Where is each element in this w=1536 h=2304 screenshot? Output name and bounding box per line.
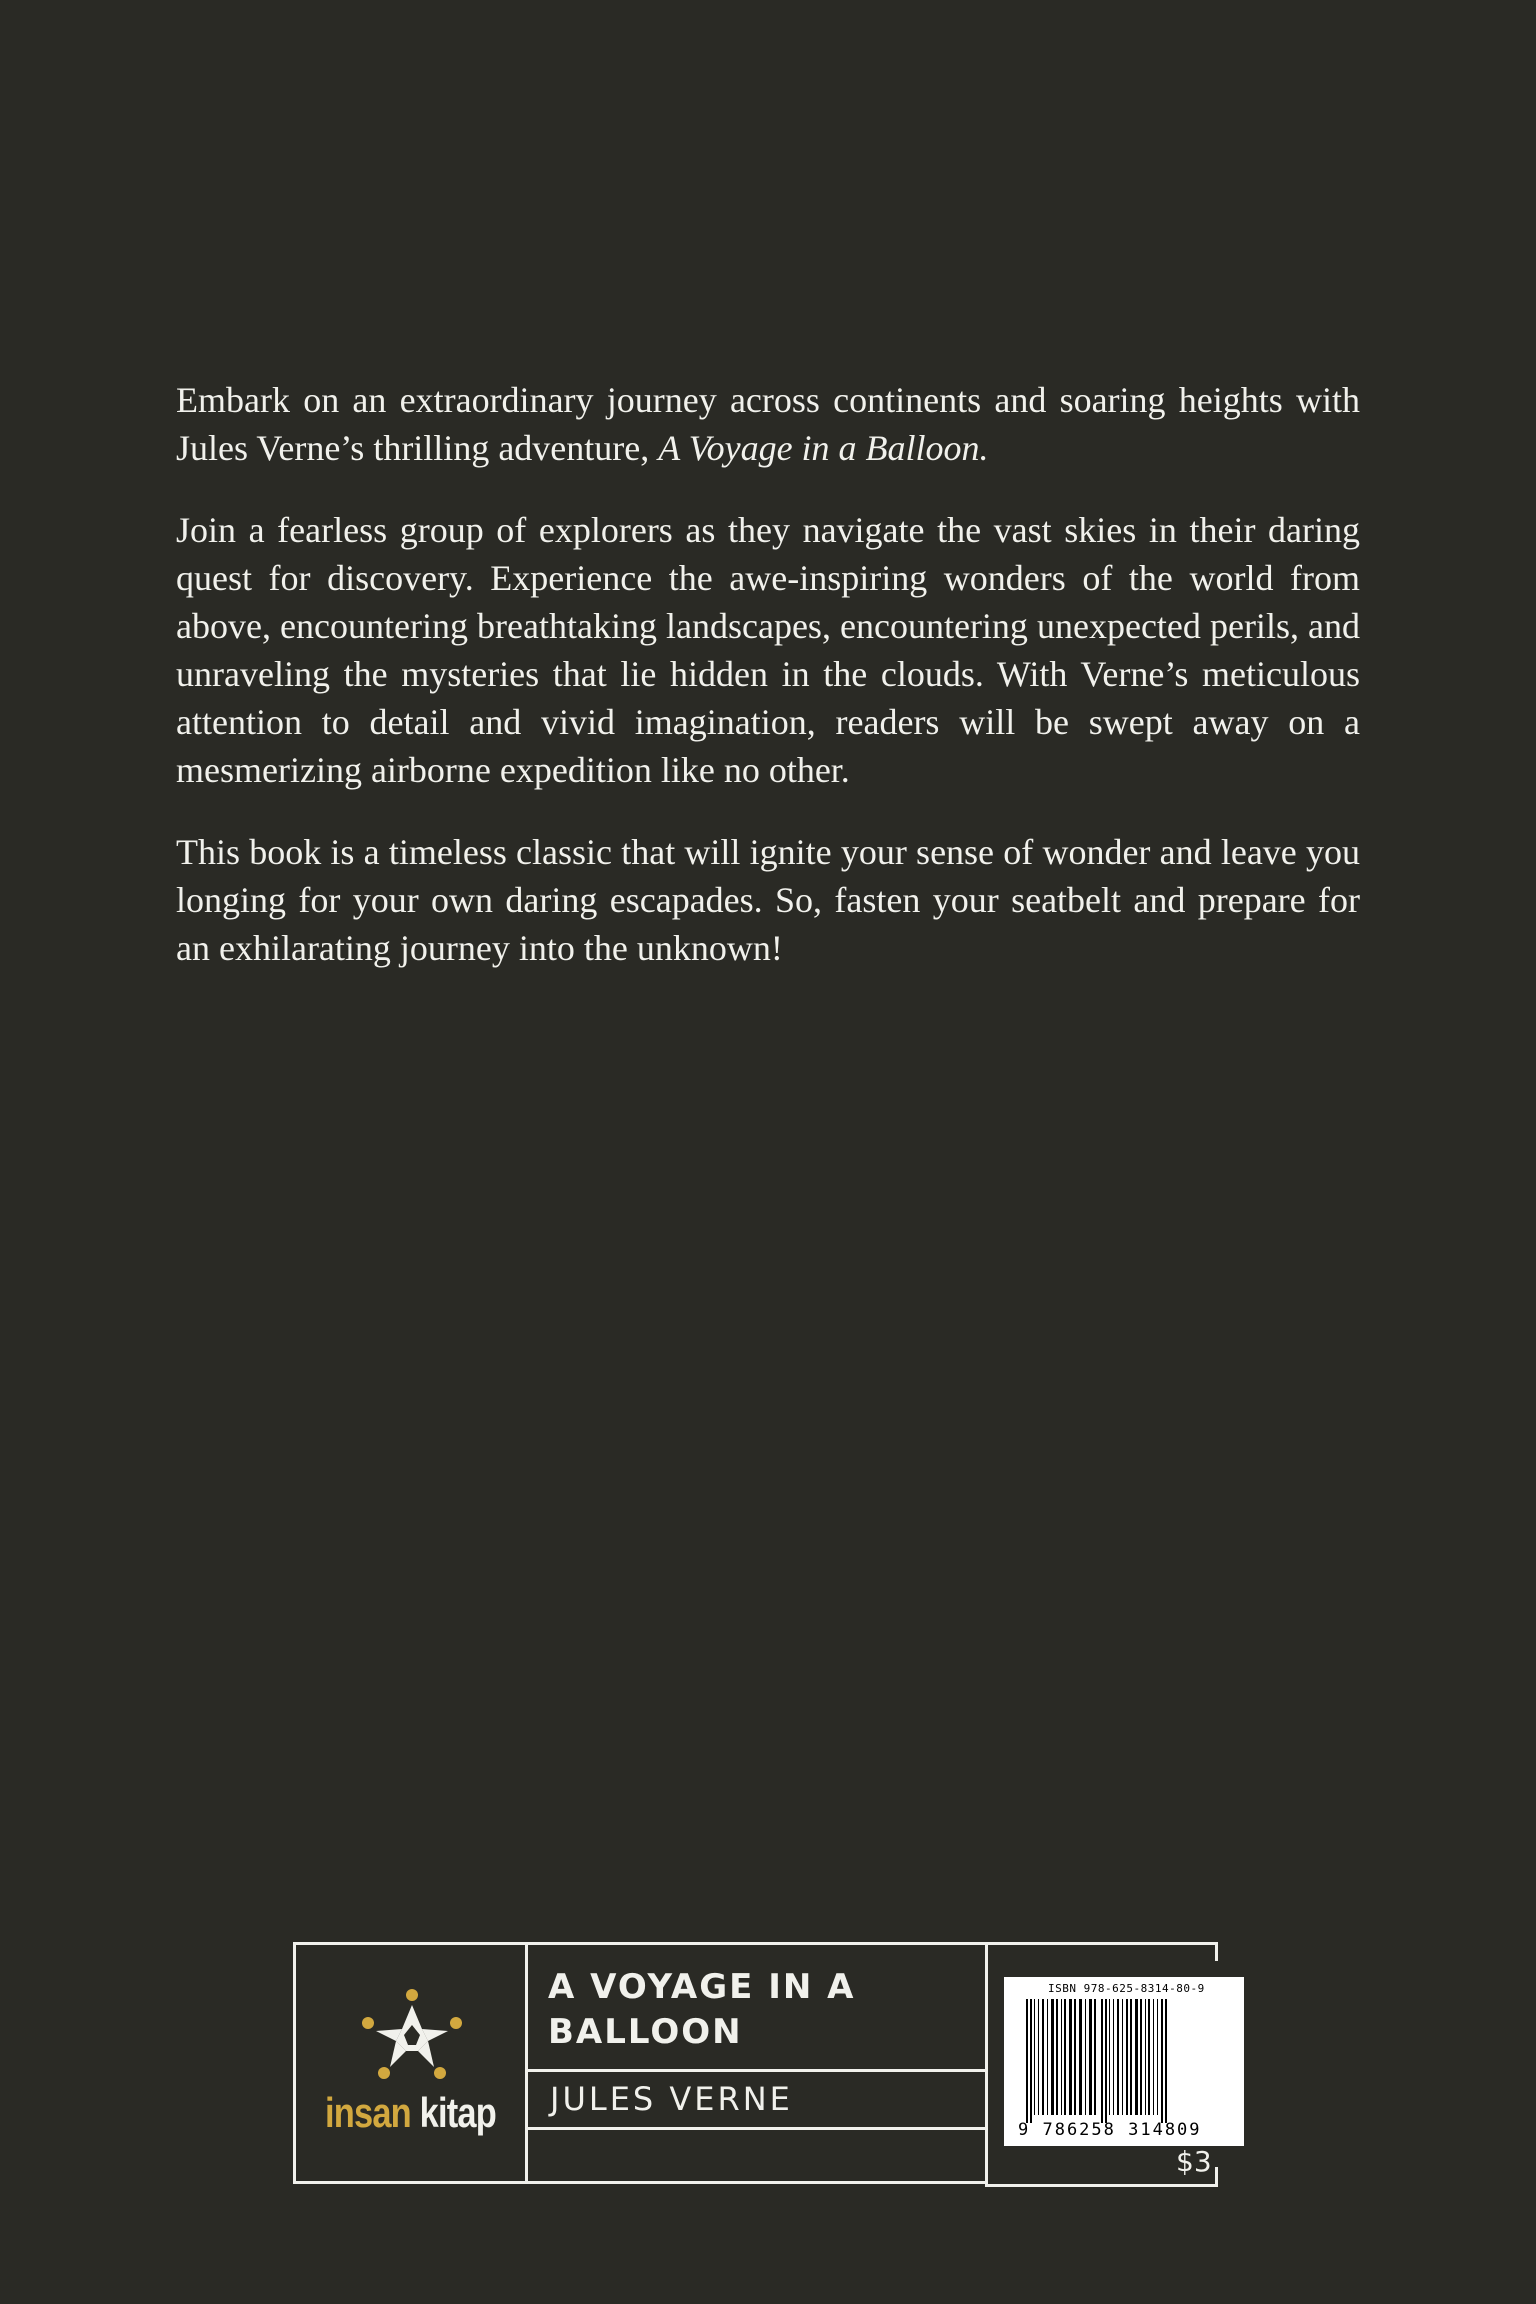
publisher-name [317, 2089, 505, 2137]
barcode-bar [1105, 1999, 1107, 2123]
barcode-bar [1026, 1999, 1028, 2123]
barcode-bar [1085, 1999, 1086, 2115]
barcode-bar [1094, 1999, 1096, 2115]
barcode-bar [1101, 1999, 1103, 2123]
isbn-label: ISBN 978-625-8314-80-9 [1048, 1982, 1205, 1995]
barcode-bar [1157, 1999, 1158, 2115]
barcode-bar [1030, 1999, 1032, 2123]
barcode-bar [1153, 1999, 1154, 2115]
barcode-bar [1034, 1999, 1035, 2115]
price-label: $3 [1176, 2145, 1212, 2178]
barcode-bar [1109, 1999, 1110, 2115]
barcode-bar [1064, 1999, 1066, 2115]
barcode-bar [1140, 1999, 1142, 2115]
isbn-digits: 9 786258 314809 [1018, 2120, 1202, 2140]
barcode-bar [1130, 1999, 1132, 2115]
barcode-bar [1113, 1999, 1114, 2115]
book-author: JULES VERNE [550, 2080, 793, 2118]
barcode-bar [1089, 1999, 1092, 2115]
barcode-bar [1051, 1999, 1054, 2115]
circle-of-people-star-icon [358, 1989, 466, 2085]
publisher-logo [296, 1945, 528, 2181]
blurb-book-title: A Voyage in a Balloon. [658, 428, 989, 468]
blurb-paragraph-3: This book is a timeless classic that will ignite your sense of wonder and leave you longing for your own daring escapades. So, fasten your seatbelt and prepare for an exhilarating journey into the unknown! [176, 832, 1360, 968]
barcode-bar [1117, 1999, 1119, 2115]
blurb-intro-text: Embark on an extraordinary journey across continents and soaring heights with Jules Verne’s thrilling adventure, [176, 380, 1360, 468]
barcode-bar [1148, 1999, 1150, 2115]
blurb-paragraph-2: Join a fearless group of explorers as they navigate the vast skies in their daring quest for discovery. Experience the awe-inspiring wonders of the world from above, encountering breathtaking landscapes, encountering unexpected perils, and unraveling the mysteries that lie hidden in the clouds. With Verne’s meticulous attention to detail and vivid imagination, readers will be swept away on a mesmerizing airborne expedition like no other. [176, 510, 1360, 790]
back-cover-blurb [176, 376, 1360, 1006]
book-title: A VOYAGE IN A BALLOON [548, 1967, 856, 2052]
barcode-bar [1122, 1999, 1123, 2115]
publisher-name-part-1: insan [325, 2089, 411, 2136]
title-cell [528, 1945, 985, 2072]
barcode-bar [1079, 1999, 1082, 2115]
barcode-bar [1056, 1999, 1058, 2115]
barcode-bar [1126, 1999, 1128, 2115]
barcode-bar [1038, 1999, 1039, 2115]
barcode-bar [1074, 1999, 1076, 2115]
barcode-frame-top [985, 1942, 1218, 1961]
publisher-name-part-2: kitap [419, 2089, 496, 2136]
barcode-bar [1161, 1999, 1163, 2123]
barcode-bar [1069, 1999, 1072, 2115]
barcode-bar [1145, 1999, 1146, 2115]
blurb-paragraph-1 [176, 376, 1360, 472]
barcode-bar [1135, 1999, 1138, 2115]
barcode-bar [1042, 1999, 1044, 2115]
barcode-bar [1047, 1999, 1048, 2115]
barcode-bar [1061, 1999, 1062, 2115]
barcode-bar [1165, 1999, 1167, 2123]
book-info-box [293, 1942, 988, 2184]
isbn-barcode [1004, 1977, 1244, 2146]
author-cell [528, 2072, 985, 2130]
